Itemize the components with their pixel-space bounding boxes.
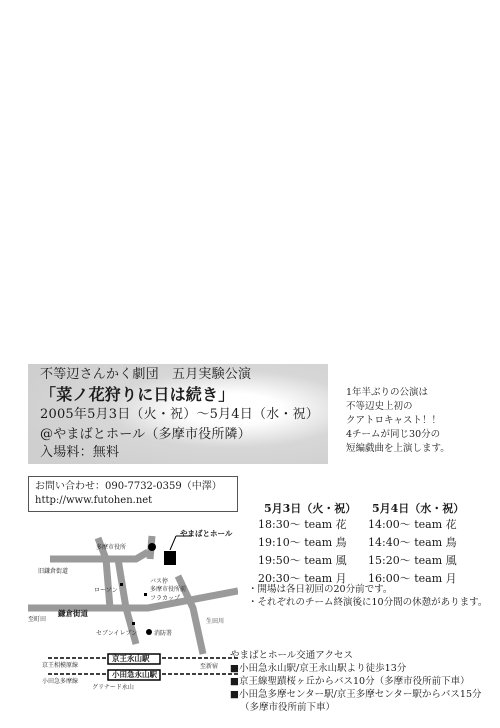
map-label-kamakura-road: 鎌倉街道 (58, 609, 88, 618)
schedule-row: 18:30〜 team 花 (258, 518, 347, 531)
fura-kappu-marker (144, 593, 147, 596)
admission: 入場料：無料 (40, 445, 120, 460)
map-label-police: 消防署 (154, 630, 173, 637)
play-title: 「菜ノ花狩りに日は続き」 (40, 385, 235, 404)
map-label-odakyu-line: 小田急多摩線 (42, 678, 79, 685)
side-note-line: クアトロキャスト！！ (346, 415, 442, 426)
contact-phone: お問い合わせ：090-7732-0359（中澤） (35, 481, 222, 492)
hall-building (164, 551, 176, 565)
schedule-day2-header: 5月4日（水・祝） (372, 502, 465, 515)
schedule-row: 16:00〜 team 月 (368, 572, 457, 585)
map-label-laurson: ローソン (94, 587, 118, 594)
access-line: ■小田急永山駅/京王永山駅より徒歩13分 (230, 663, 407, 674)
access-map (28, 514, 238, 724)
old-kamakura-road (50, 552, 148, 559)
kamakura-road (28, 591, 238, 608)
schedule-day2 (368, 516, 457, 588)
map-label-ikuta: 生田川 (206, 618, 225, 625)
access-info (230, 649, 482, 714)
performance-dates: 2005年5月3日（火・祝）〜5月4日（水・祝） (40, 407, 319, 422)
map-label-to-shinjuku: 至新宿 (200, 663, 219, 670)
city-hall-marker (148, 543, 156, 551)
access-heading: やまばとホール交通アクセス (230, 650, 354, 661)
contact-url[interactable]: http://www.futohen.net (35, 495, 153, 506)
schedule-day1-header: 5月3日（火・祝） (264, 502, 357, 515)
side-note (346, 386, 450, 456)
map-label-odakyu-station: 小田急永山駅 (112, 670, 157, 679)
map-label-city-hall-stop: 多摩市役所前 (150, 586, 187, 593)
side-note-line: 短編戯曲を上演します。 (346, 443, 450, 454)
schedule-day1 (258, 516, 347, 588)
schedule-row: 19:10〜 team 鳥 (258, 536, 347, 549)
map-label-bus-stop: バス停 (150, 578, 169, 585)
map-label-keio-station: 京王永山駅 (112, 654, 150, 663)
access-line: （多摩市役所前下車） (240, 702, 336, 713)
laurson-marker (120, 583, 123, 586)
map-label-keio-line: 京王相模原線 (42, 662, 79, 669)
schedule-notes (248, 583, 487, 609)
schedule-row: 14:00〜 team 花 (368, 518, 457, 531)
police-marker (146, 629, 152, 635)
note-line: ・それぞれのチーム終演後に10分間の休憩があります。 (248, 597, 488, 608)
access-line: ■京王線聖蹟桜ヶ丘からバス10分（多摩市役所前下車） (230, 676, 470, 687)
venue: @やまばとホール（多摩市役所隣） (40, 427, 251, 442)
side-note-line: 不等辺史上初の (346, 401, 413, 412)
map-label-old-kamakura-road: 旧鎌倉街道 (38, 568, 69, 575)
side-note-line: 1年半ぶりの公演は (346, 387, 429, 398)
side-note-line: 4チームが同じ30分の (346, 429, 441, 440)
schedule-row: 20:30〜 team 月 (258, 572, 347, 585)
seven-eleven-marker (132, 622, 135, 625)
map-label-fura-kappu: フラカップ (150, 595, 180, 602)
hall-pointer (170, 536, 176, 550)
map-label-to-machida: 至町田 (28, 616, 47, 623)
troupe-line: 不等辺さんかく劇団 五月実験公演 (40, 367, 252, 382)
schedule-row: 14:40〜 team 鳥 (368, 536, 457, 549)
map-label-city-hall: 多摩市役所 (96, 544, 127, 551)
map-label-hall: やまばとホール (180, 529, 233, 538)
schedule-row: 15:20〜 team 風 (368, 554, 457, 567)
access-line: ■小田急多摩センター駅/京王多摩センター駅からバス15分 (230, 689, 482, 700)
contact-box (28, 476, 238, 512)
map-label-seven-eleven: セブンイレブン (96, 630, 138, 637)
map-label-green-terrace: グリナード永山 (92, 684, 134, 691)
note-line: ・開場は各日初回の20分前です。 (248, 584, 393, 595)
schedule-row: 19:50〜 team 風 (258, 554, 347, 567)
